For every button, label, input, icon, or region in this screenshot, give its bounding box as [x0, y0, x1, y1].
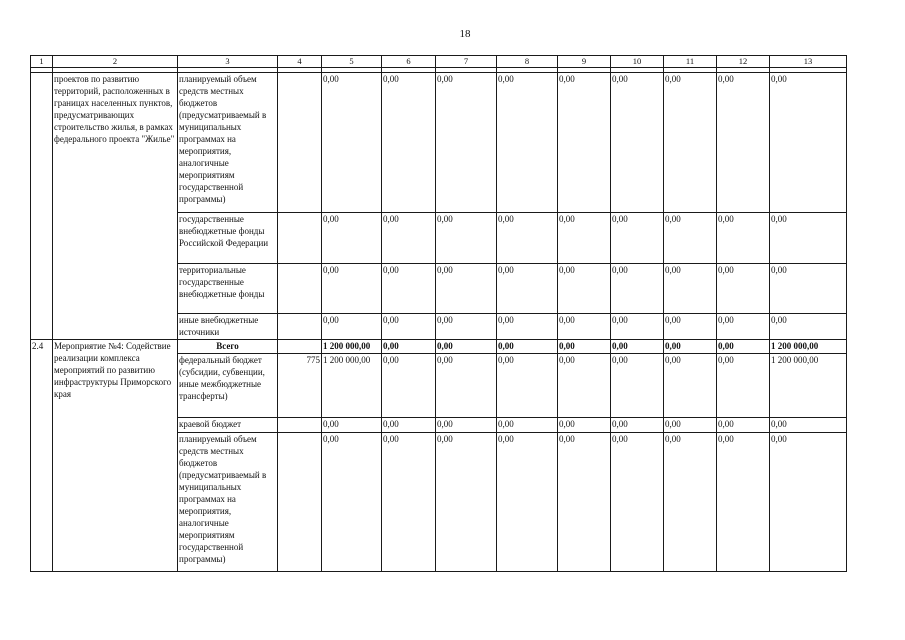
measure-title-cell: Мероприятие №4: Содействие реализации комплекса мероприятий по развитию инфраструктуры Приморского края	[53, 340, 178, 572]
value-cell: 0,00	[558, 213, 611, 264]
value-cell: 0,00	[497, 264, 558, 314]
value-cell: 0,00	[770, 433, 847, 572]
column-header: 1	[31, 56, 53, 68]
value-cell: 0,00	[382, 213, 436, 264]
column-header: 9	[558, 56, 611, 68]
value-cell: 0,00	[717, 264, 770, 314]
value-cell: 0,00	[382, 314, 436, 340]
value-cell: 0,00	[664, 314, 717, 340]
value-cell: 0,00	[382, 73, 436, 213]
total-value-cell: 0,00	[382, 340, 436, 354]
column-number-header-row	[31, 56, 847, 68]
value-cell: 0,00	[558, 418, 611, 433]
row-number-cell: 2.4	[31, 340, 53, 572]
table-row-total	[31, 340, 847, 354]
total-value-cell: 0,00	[611, 340, 664, 354]
column-header: 4	[278, 56, 322, 68]
value-cell: 1 200 000,00	[322, 354, 382, 418]
value-cell: 0,00	[558, 433, 611, 572]
funding-source-cell: государственные внебюджетные фонды Российской Федерации	[178, 213, 278, 264]
value-cell: 0,00	[436, 433, 497, 572]
value-cell: 0,00	[497, 314, 558, 340]
code-cell	[278, 314, 322, 340]
code-cell	[278, 73, 322, 213]
funding-source-cell: иные внебюджетные источники	[178, 314, 278, 340]
value-cell: 0,00	[770, 73, 847, 213]
value-cell: 0,00	[611, 314, 664, 340]
funding-source-cell: территориальные государственные внебюджетные фонды	[178, 264, 278, 314]
value-cell: 0,00	[436, 264, 497, 314]
column-header: 5	[322, 56, 382, 68]
value-cell: 0,00	[558, 354, 611, 418]
page-number: 18	[459, 28, 471, 40]
code-cell	[278, 418, 322, 433]
value-cell: 0,00	[322, 264, 382, 314]
value-cell: 0,00	[664, 354, 717, 418]
value-cell: 0,00	[717, 213, 770, 264]
value-cell: 0,00	[664, 433, 717, 572]
value-cell: 0,00	[611, 73, 664, 213]
total-value-cell: 0,00	[558, 340, 611, 354]
value-cell: 0,00	[497, 213, 558, 264]
value-cell: 0,00	[770, 264, 847, 314]
column-header: 2	[53, 56, 178, 68]
value-cell: 0,00	[558, 73, 611, 213]
value-cell: 0,00	[322, 314, 382, 340]
column-header: 7	[436, 56, 497, 68]
value-cell: 0,00	[497, 73, 558, 213]
value-cell: 0,00	[436, 314, 497, 340]
value-cell: 0,00	[497, 433, 558, 572]
value-cell: 0,00	[322, 213, 382, 264]
value-cell: 0,00	[382, 354, 436, 418]
value-cell: 0,00	[664, 73, 717, 213]
value-cell: 0,00	[497, 418, 558, 433]
row-number-cell	[31, 73, 53, 340]
value-cell: 0,00	[717, 433, 770, 572]
code-cell	[278, 213, 322, 264]
value-cell: 0,00	[664, 418, 717, 433]
value-cell: 0,00	[436, 354, 497, 418]
value-cell: 0,00	[382, 264, 436, 314]
value-cell: 0,00	[497, 354, 558, 418]
value-cell: 0,00	[611, 433, 664, 572]
value-cell: 0,00	[664, 213, 717, 264]
code-cell	[278, 433, 322, 572]
value-cell: 0,00	[322, 433, 382, 572]
value-cell: 0,00	[770, 418, 847, 433]
table-row	[31, 73, 847, 213]
total-label-cell: Всего	[178, 340, 278, 354]
column-header: 6	[382, 56, 436, 68]
column-header: 12	[717, 56, 770, 68]
column-header: 3	[178, 56, 278, 68]
value-cell: 0,00	[436, 418, 497, 433]
value-cell: 0,00	[770, 213, 847, 264]
code-cell	[278, 340, 322, 354]
funding-source-cell: планируемый объем средств местных бюджетов (предусматриваемый в муниципальных программах на мероприятия, аналогичные мероприятиям государственной программы)	[178, 73, 278, 213]
column-header: 11	[664, 56, 717, 68]
measure-title-cell: проектов по развитию территорий, расположенных в границах населенных пунктов, предусматривающих строительство жилья, в рамках федерального проекта "Жилье"	[53, 73, 178, 340]
column-header: 8	[497, 56, 558, 68]
total-value-cell: 0,00	[497, 340, 558, 354]
total-value-cell: 1 200 000,00	[322, 340, 382, 354]
value-cell: 0,00	[436, 73, 497, 213]
value-cell: 0,00	[770, 314, 847, 340]
code-cell	[278, 264, 322, 314]
value-cell: 0,00	[664, 264, 717, 314]
value-cell: 0,00	[558, 264, 611, 314]
value-cell: 0,00	[611, 418, 664, 433]
value-cell: 0,00	[717, 354, 770, 418]
value-cell: 0,00	[717, 73, 770, 213]
value-cell: 0,00	[717, 314, 770, 340]
funding-source-cell: федеральный бюджет (субсидии, субвенции, иные межбюджетные трансферты)	[178, 354, 278, 418]
total-value-cell: 0,00	[436, 340, 497, 354]
budget-table	[30, 55, 847, 572]
total-value-cell: 0,00	[717, 340, 770, 354]
funding-source-cell: планируемый объем средств местных бюджетов (предусматриваемый в муниципальных программах на мероприятия, аналогичные мероприятиям государственной программы)	[178, 433, 278, 572]
column-header: 10	[611, 56, 664, 68]
value-cell: 0,00	[558, 314, 611, 340]
funding-source-cell: краевой бюджет	[178, 418, 278, 433]
column-header: 13	[770, 56, 847, 68]
value-cell: 0,00	[717, 418, 770, 433]
value-cell: 0,00	[382, 433, 436, 572]
value-cell: 0,00	[322, 418, 382, 433]
value-cell: 0,00	[611, 213, 664, 264]
code-cell: 775	[278, 354, 322, 418]
value-cell: 0,00	[322, 73, 382, 213]
total-value-cell: 1 200 000,00	[770, 340, 847, 354]
value-cell: 0,00	[611, 354, 664, 418]
value-cell: 0,00	[382, 418, 436, 433]
total-value-cell: 0,00	[664, 340, 717, 354]
value-cell: 1 200 000,00	[770, 354, 847, 418]
value-cell: 0,00	[436, 213, 497, 264]
value-cell: 0,00	[611, 264, 664, 314]
